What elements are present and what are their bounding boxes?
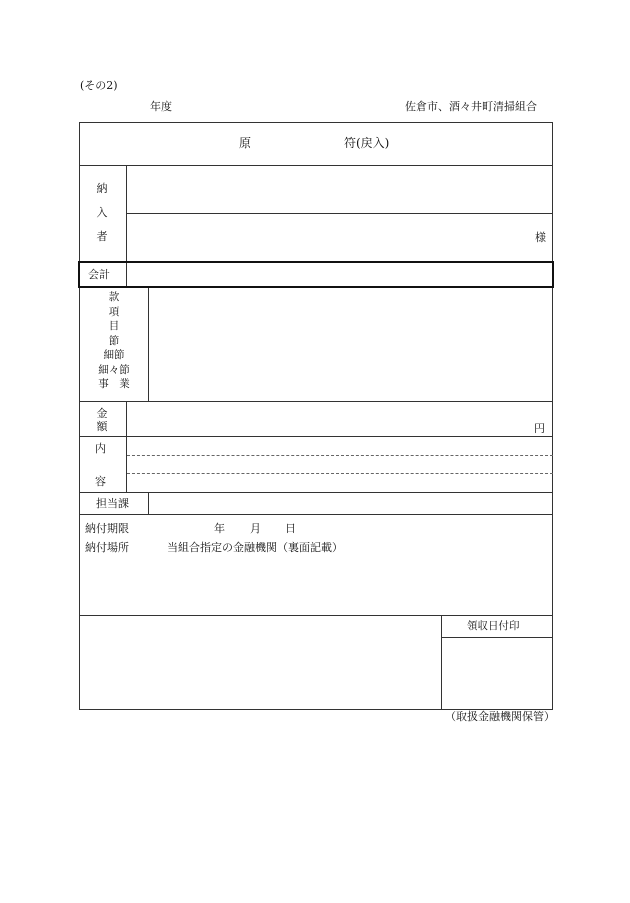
divider: [79, 514, 553, 515]
divider: [126, 401, 127, 492]
deadline-day: 日: [285, 522, 296, 535]
title-right: 符(戻入): [344, 136, 390, 150]
place-label: 納付場所: [85, 541, 129, 554]
fiscal-year-label: 年度: [150, 100, 172, 113]
divider: [79, 401, 553, 402]
contents-label-1: 内: [95, 442, 106, 455]
yen-unit: 円: [534, 422, 545, 435]
footer-note: （取扱金融機関保管）: [445, 710, 555, 723]
deadline-year: 年: [214, 522, 225, 535]
place-value: 当組合指定の金融機関（裏面記載）: [167, 541, 343, 554]
divider: [441, 615, 442, 710]
dashed-line: [127, 455, 553, 456]
divider: [126, 263, 127, 286]
divider: [148, 288, 149, 401]
divider: [79, 615, 553, 616]
deadline-month: 月: [250, 522, 261, 535]
account-label: 会計: [88, 268, 110, 281]
divider: [79, 165, 553, 166]
issuer-name: 佐倉市、酒々井町清掃組合: [405, 100, 537, 113]
title-left: 原: [239, 136, 252, 150]
department-label: 担当課: [96, 497, 129, 510]
divider: [148, 492, 149, 514]
divider: [79, 436, 553, 437]
account-row: [78, 261, 554, 288]
divider: [126, 213, 553, 214]
receipt-stamp-label: 領収日付印: [467, 620, 520, 632]
divider: [441, 637, 553, 638]
divider: [79, 492, 553, 493]
deadline-label: 納付期限: [85, 522, 129, 535]
contents-label-2: 容: [95, 475, 106, 488]
budget-labels: 款 項 目 節 細節 細々節 事 業: [98, 291, 130, 390]
dashed-line: [127, 473, 553, 474]
payer-label: 納 入 者: [96, 182, 108, 243]
amount-label: 金 額: [96, 407, 108, 433]
honorific-sama: 様: [535, 231, 546, 244]
form-number: (その2): [80, 79, 118, 92]
